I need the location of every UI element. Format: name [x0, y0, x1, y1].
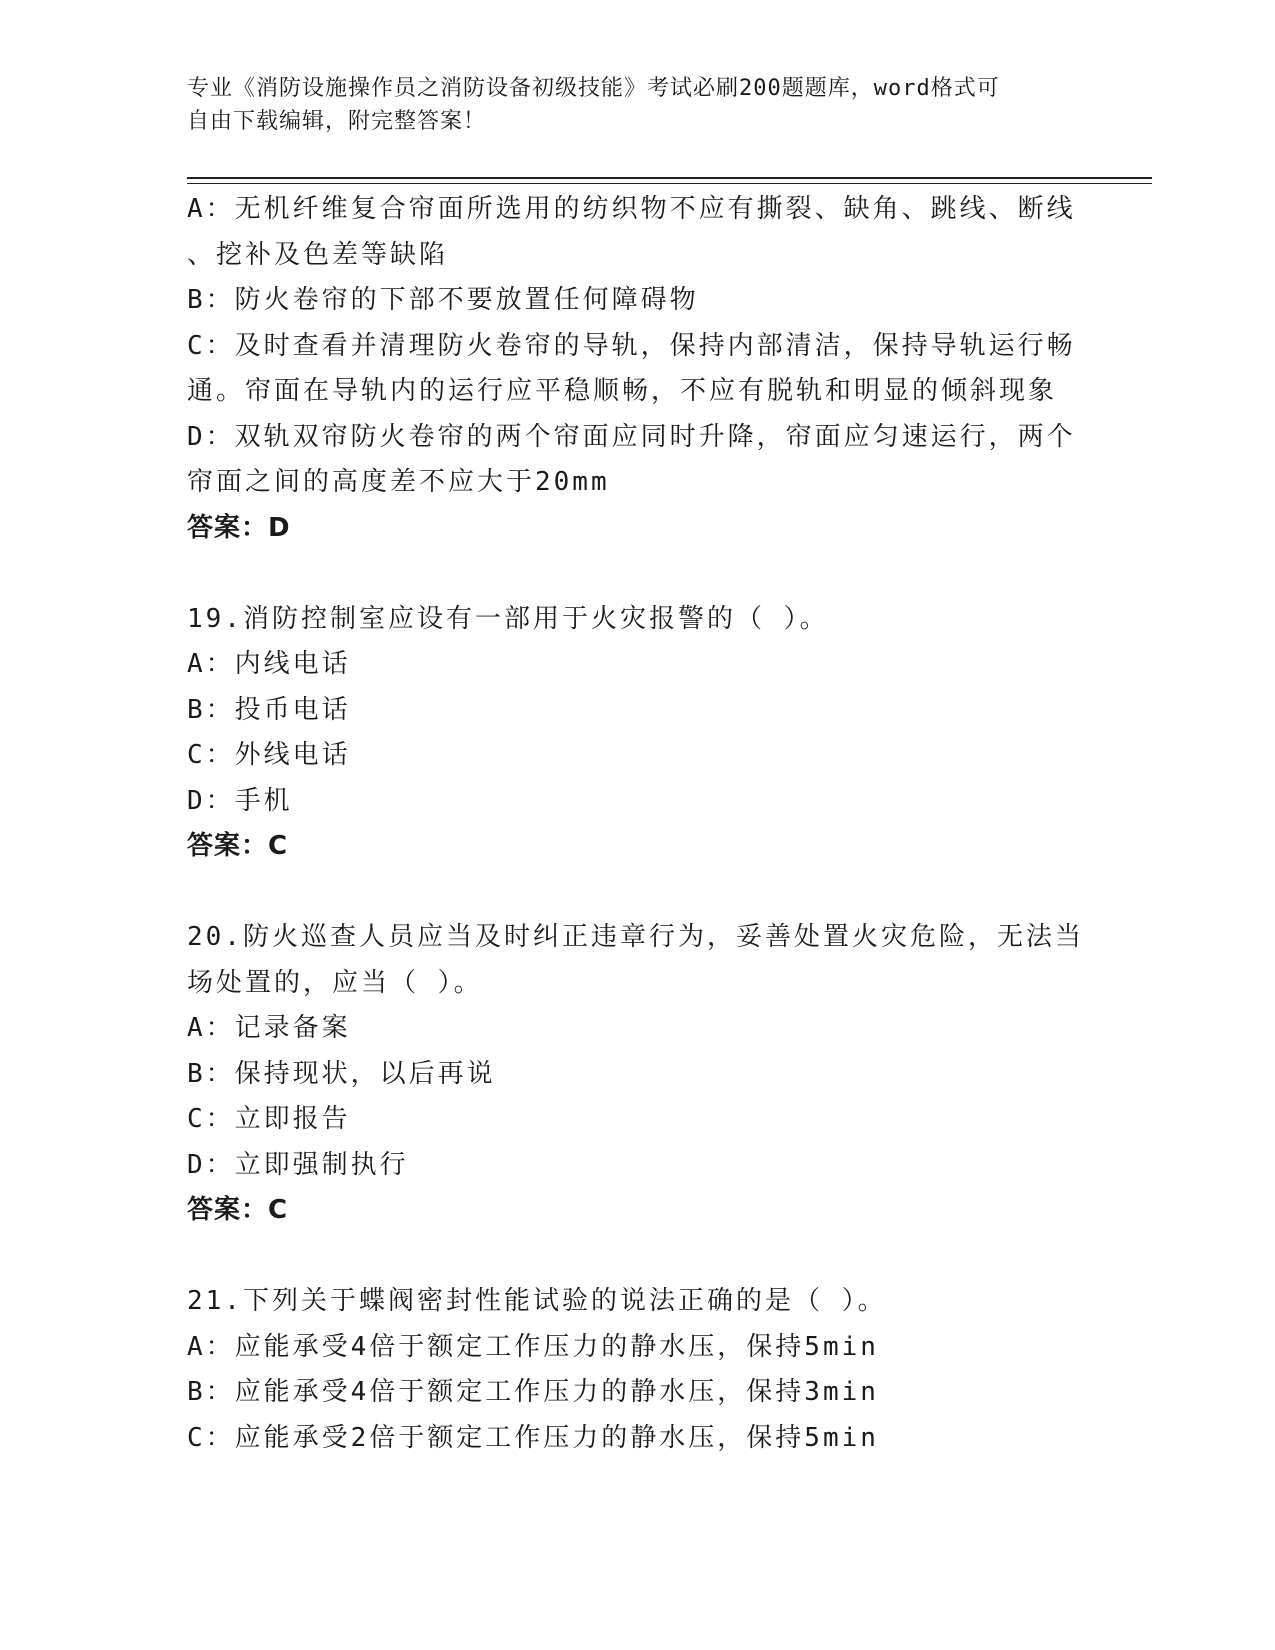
- q18-option-c-line-2: 通。帘面在导轨内的运行应平稳顺畅，不应有脱轨和明显的倾斜现象: [187, 376, 1058, 406]
- q21-stem: 21.下列关于蝶阀密封性能试验的说法正确的是（ ）。: [187, 1286, 887, 1316]
- q18-option-d-line-1: D：双轨双帘防火卷帘的两个帘面应同时升降，帘面应匀速运行，两个: [187, 421, 1076, 452]
- header-divider-thin: [187, 183, 1152, 184]
- q20-option-b: B：保持现状，以后再说: [187, 1058, 496, 1089]
- header-line-2: 自由下载编辑，附完整答案！: [187, 109, 487, 134]
- spacer: [187, 1234, 1087, 1280]
- q19-option-c: C：外线电话: [187, 740, 351, 770]
- q18-option-c-line-1: C：及时查看并清理防火卷帘的导轨，保持内部清洁，保持导轨运行畅: [187, 330, 1076, 361]
- q19-option-b: B：投币电话: [187, 694, 351, 725]
- q21-option-c: C：应能承受2倍于额定工作压力的静水压，保持5min: [187, 1422, 879, 1453]
- q19-answer: 答案：C: [187, 831, 289, 861]
- question-21: [187, 1279, 1087, 1461]
- q19-stem: 19.消防控制室应设有一部用于火灾报警的（ ）。: [187, 603, 829, 634]
- q18-answer: 答案：D: [187, 512, 291, 543]
- q20-option-c: C：立即报告: [187, 1104, 351, 1134]
- q20-stem-line-1: 20.防火巡查人员应当及时纠正违章行为，妥善处置火灾危险，无法当: [187, 922, 1084, 952]
- question-19: [187, 597, 1087, 870]
- q19-option-a: A：内线电话: [187, 649, 351, 679]
- q20-stem-line-2: 场处置的，应当（ ）。: [187, 967, 483, 998]
- question-list: [187, 187, 1087, 1461]
- q21-option-a: A：应能承受4倍于额定工作压力的静水压，保持5min: [187, 1331, 879, 1362]
- q20-option-a: A：记录备案: [187, 1013, 351, 1043]
- spacer: [187, 870, 1087, 916]
- header-line-1: 专业《消防设施操作员之消防设备初级技能》考试必刷200题题库，word格式可: [187, 76, 1000, 101]
- q18-option-a-line-1: A：无机纤维复合帘面所选用的纺织物不应有撕裂、缺角、跳线、断线: [187, 194, 1076, 224]
- header-divider-thick: [187, 177, 1152, 179]
- q18-option-a-line-2: 、挖补及色差等缺陷: [187, 239, 449, 270]
- q21-option-b: B：应能承受4倍于额定工作压力的静水压，保持3min: [187, 1377, 879, 1407]
- q19-option-d: D：手机: [187, 785, 293, 816]
- q18-option-d-line-2: 帘面之间的高度差不应大于20mm: [187, 467, 610, 497]
- spacer: [187, 551, 1087, 597]
- q18-option-b: B：防火卷帘的下部不要放置任何障碍物: [187, 285, 699, 315]
- question-20: [187, 915, 1087, 1234]
- q20-option-d: D：立即强制执行: [187, 1149, 409, 1180]
- q20-answer: 答案：C: [187, 1195, 289, 1225]
- document-header: [187, 72, 1067, 138]
- question-18: [187, 187, 1087, 551]
